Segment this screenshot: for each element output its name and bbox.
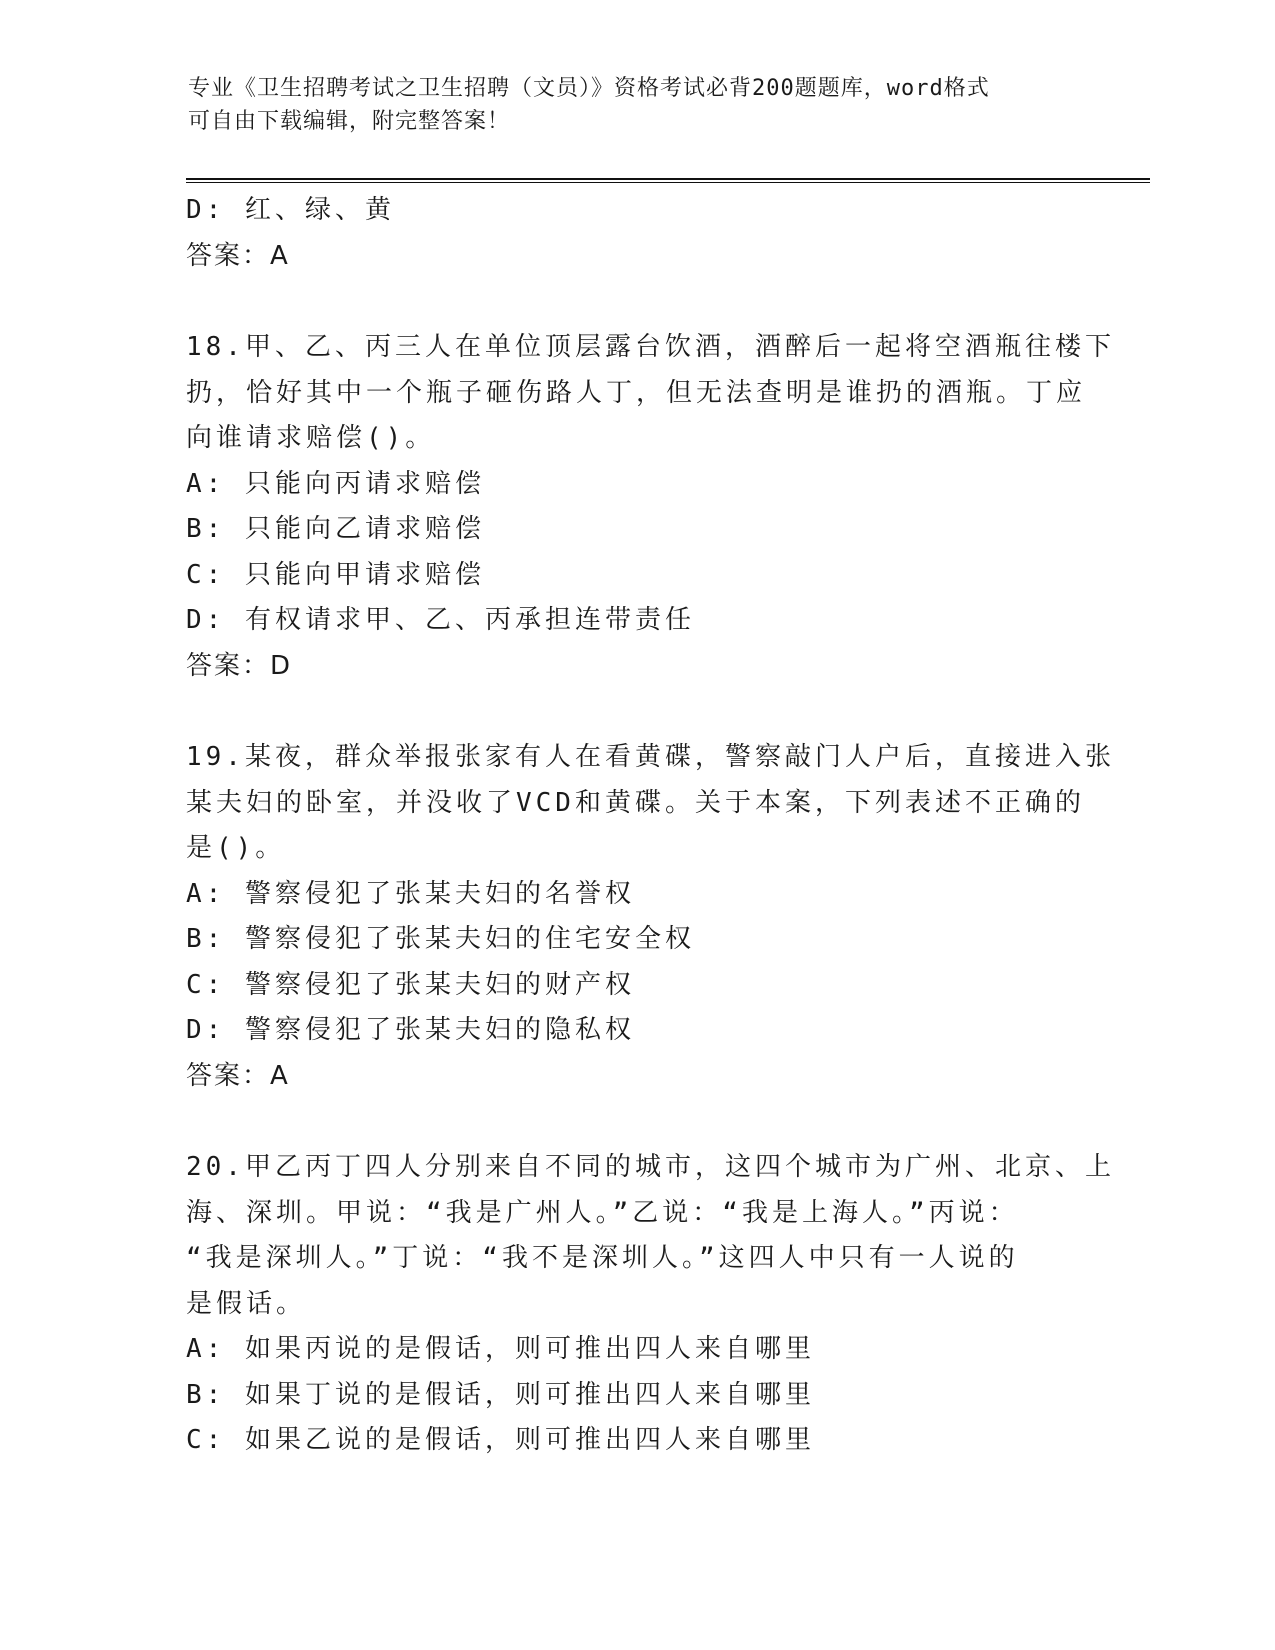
answer-line: 答案：A: [186, 240, 290, 271]
spacer: [186, 1099, 1086, 1145]
header-line-1: 专业《卫生招聘考试之卫生招聘（文员）》资格考试必背200题题库，word格式: [188, 76, 990, 101]
question-stem-line: 海、深圳。甲说：“我是广州人。”乙说：“我是上海人。”丙说：: [186, 1197, 1019, 1228]
previous-question-tail: [186, 188, 1086, 279]
question-19: [186, 735, 1115, 1099]
spacer: [186, 689, 1086, 735]
answer-line: 答案：A: [186, 1060, 290, 1091]
option-b: B: 如果丁说的是假话，则可推出四人来自哪里: [186, 1379, 815, 1410]
option-d: D: 警察侵犯了张某夫妇的隐私权: [186, 1015, 635, 1045]
option-a: A: 如果丙说的是假话，则可推出四人来自哪里: [186, 1334, 815, 1364]
question-content: [186, 188, 1115, 1464]
question-stem-line: 向谁请求赔偿()。: [186, 423, 436, 453]
option-b: B: 只能向乙请求赔偿: [186, 514, 485, 544]
question-stem-line: 是假话。: [186, 1288, 307, 1319]
question-18: [186, 325, 1115, 689]
answer-line: 答案：D: [186, 650, 293, 681]
question-stem-line: 20.甲乙丙丁四人分别来自不同的城市，这四个城市为广州、北京、上: [186, 1152, 1115, 1182]
option-a: A: 警察侵犯了张某夫妇的名誉权: [186, 878, 635, 909]
option-d: D: 红、绿、黄: [186, 195, 395, 225]
option-b: B: 警察侵犯了张某夫妇的住宅安全权: [186, 924, 695, 954]
option-d: D: 有权请求甲、乙、丙承担连带责任: [186, 605, 695, 635]
header-rule-thick: [186, 178, 1150, 180]
option-a: A: 只能向丙请求赔偿: [186, 468, 485, 499]
question-stem-line: 扔，恰好其中一个瓶子砸伤路人丁，但无法查明是谁扔的酒瓶。丁应: [186, 377, 1087, 408]
header-rule-thin: [186, 182, 1150, 183]
option-c: C: 如果乙说的是假话，则可推出四人来自哪里: [186, 1425, 815, 1455]
question-stem-line: 18.甲、乙、丙三人在单位顶层露台饮酒，酒醉后一起将空酒瓶往楼下: [186, 332, 1115, 362]
question-20: [186, 1145, 1115, 1464]
spacer: [186, 279, 1086, 325]
question-stem-line: 某夫妇的卧室，并没收了VCD和黄碟。关于本案，下列表述不正确的: [186, 787, 1085, 818]
option-c: C: 警察侵犯了张某夫妇的财产权: [186, 969, 635, 1000]
question-stem-line: 19.某夜，群众举报张家有人在看黄碟，警察敲门人户后，直接进入张: [186, 742, 1115, 772]
option-c: C: 只能向甲请求赔偿: [186, 559, 485, 590]
question-stem-line: “我是深圳人。”丁说：“我不是深圳人。”这四人中只有一人说的: [186, 1243, 1019, 1273]
header-line-2: 可自由下载编辑，附完整答案！: [188, 109, 511, 134]
document-header: [188, 72, 1068, 138]
question-stem-line: 是()。: [186, 833, 286, 863]
